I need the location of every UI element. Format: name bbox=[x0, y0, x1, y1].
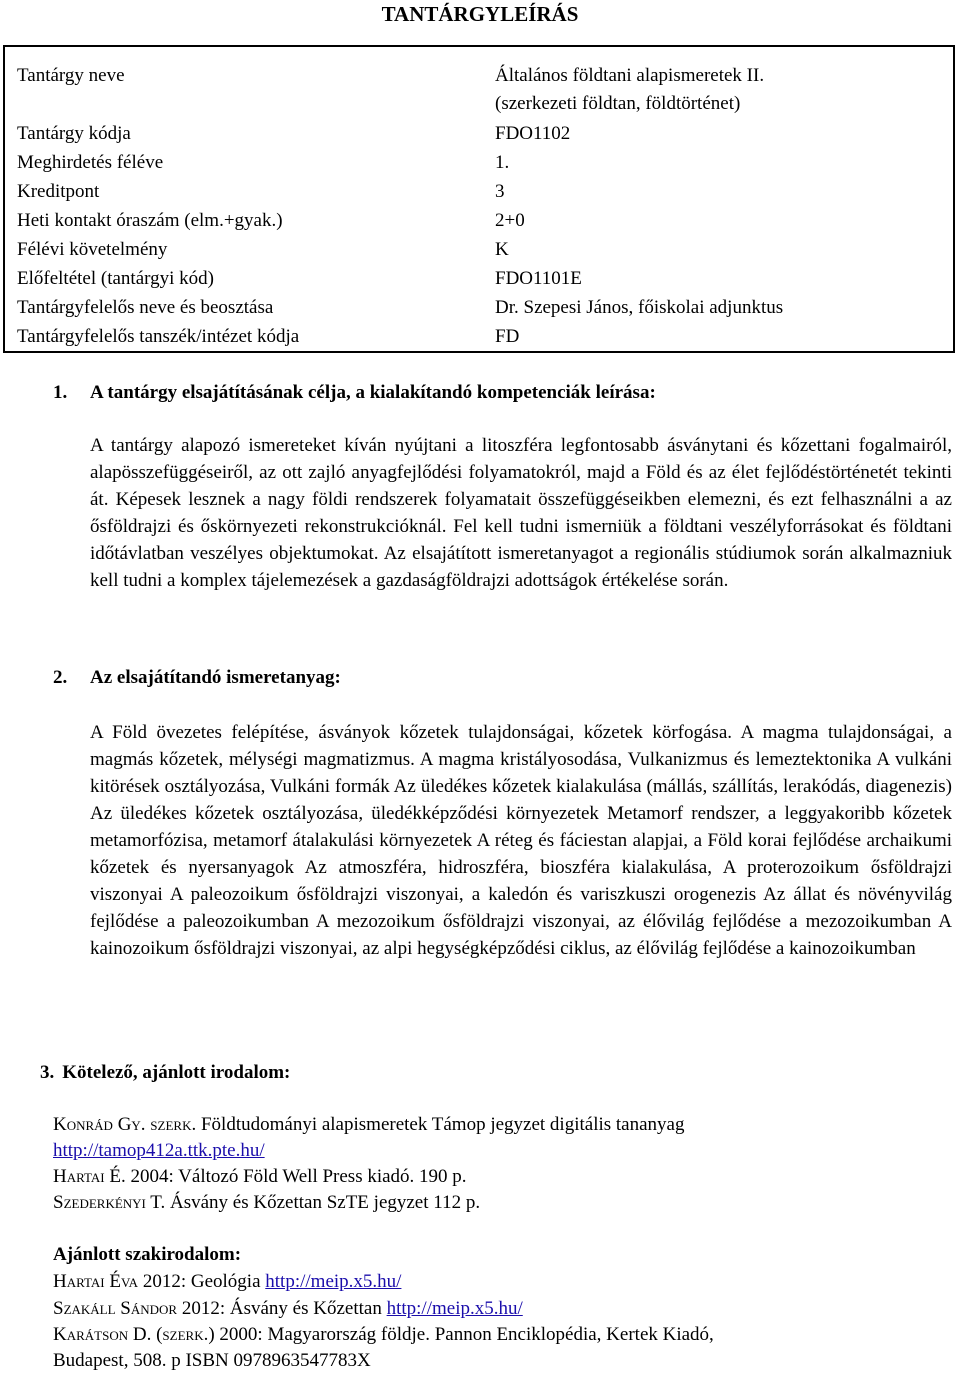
section-title: Az elsajátítandó ismeretanyag: bbox=[90, 667, 341, 688]
info-label: Heti kontakt óraszám (elm.+gyak.) bbox=[17, 210, 283, 231]
info-value: K bbox=[495, 239, 509, 260]
reference-link[interactable]: http://meip.x5.hu/ bbox=[265, 1271, 402, 1292]
section-title: A tantárgy elsajátításának célja, a kialakítandó kompetenciák leírása: bbox=[90, 382, 656, 403]
reference-text: 2004: Változó Föld Well Press kiadó. 190 p. bbox=[125, 1166, 467, 1187]
section-number: 1. bbox=[53, 382, 68, 403]
section-3-heading bbox=[40, 1062, 290, 1084]
section-number: 2. bbox=[53, 667, 68, 688]
info-value: 2+0 bbox=[495, 210, 525, 231]
info-value-continued: (szerkezeti földtan, földtörténet) bbox=[495, 93, 741, 114]
recommended-item bbox=[53, 1296, 523, 1322]
reference-item bbox=[53, 1164, 467, 1190]
info-label: Kreditpont bbox=[17, 181, 100, 202]
recommended-item-continued: Budapest, 508. p ISBN 0978963547783X bbox=[53, 1350, 371, 1371]
recommended-item bbox=[53, 1269, 401, 1295]
reference-text: 2012: Geológia bbox=[138, 1271, 266, 1292]
info-value: 3 bbox=[495, 181, 505, 202]
info-value: FD bbox=[495, 326, 520, 347]
info-label: Tantárgyfelelős neve és beosztása bbox=[17, 297, 274, 318]
info-label: Tantárgy neve bbox=[17, 65, 125, 86]
info-row-weekly-hours bbox=[5, 206, 953, 235]
info-value: Általános földtani alapismeretek II. bbox=[495, 65, 765, 86]
reference-link[interactable]: http://meip.x5.hu/ bbox=[386, 1298, 523, 1319]
reference-text: Földtudományi alapismeretek Támop jegyzet digitális tananyag bbox=[196, 1114, 685, 1135]
info-value: Dr. Szepesi János, főiskolai adjunktus bbox=[495, 297, 784, 318]
recommended-heading: Ajánlott szakirodalom: bbox=[53, 1244, 242, 1265]
info-label: Tantárgyfelelős tanszék/intézet kódja bbox=[17, 326, 300, 347]
reference-link-row bbox=[53, 1138, 265, 1164]
section-2-heading bbox=[53, 667, 341, 689]
info-label: Meghirdetés féléve bbox=[17, 152, 164, 173]
info-value: FDO1102 bbox=[495, 123, 571, 144]
info-label: Félévi követelmény bbox=[17, 239, 168, 260]
info-row-credits bbox=[5, 177, 953, 206]
reference-item bbox=[53, 1190, 480, 1216]
section-2-text: A Föld övezetes felépítése, ásványok kőzetek tulajdonságai, kőzetek körfogása. A magma tulajdonságai, a magmás kőzetek, mélységi magmatizmus. A magma kristályosodása, Vulkanizmus és lemeztektonika A vulkáni kitörések osztályozása, Vulkáni formák Az üledékes kőzetek kialakulása (mállás, szállítás, lerakódás, diagenezis) Az üledékes kőzetek osztályozása, üledékképződési környezetek Metamorf rendszer, a leggyakoribb kőzetek metamorfózisa, metamorf átalakulási környezetek A réteg és fáciestan alapjai, a Föld korai fejlődése archaikumi kőzetek és nyersanyagok Az atmoszféra, hidroszféra, bioszféra kialakulása, A proterozoikum ősföldrajzi viszonyai A paleozoikum ősföldrajzi viszonyai, a kaledón és variszkuszi orogenezis Az állat és növényvilág fejlődése a paleozoikumban A mezozoikum ősföldrajzi viszonyai, az élővilág fejlődése a mezozoikumban A kainozoikum ősföldrajzi viszonyai, az alpi hegységképződési ciklus, az élővilág fejlődése a kainozoikumban bbox=[90, 722, 952, 959]
info-label: Előfeltétel (tantárgyi kód) bbox=[17, 268, 214, 289]
reference-author: Hartai Éva bbox=[53, 1271, 139, 1292]
info-row-semester bbox=[5, 148, 953, 177]
info-value: FDO1101E bbox=[495, 268, 582, 289]
reference-link[interactable]: http://tamop412a.ttk.pte.hu/ bbox=[53, 1140, 265, 1161]
reference-author: Szakáll Sándor bbox=[53, 1298, 178, 1319]
section-title: Kötelező, ajánlott irodalom: bbox=[62, 1062, 291, 1083]
info-row-course-name bbox=[5, 61, 953, 114]
reference-author: Konrád Gy. szerk. bbox=[53, 1114, 197, 1135]
section-number: 3. bbox=[40, 1062, 55, 1083]
section-1-heading bbox=[53, 382, 656, 404]
info-row-requirement bbox=[5, 235, 953, 264]
reference-text: 2012: Ásvány és Kőzettan bbox=[177, 1298, 387, 1319]
reference-item bbox=[53, 1112, 684, 1138]
page-title: TANTÁRGYLEÍRÁS bbox=[381, 2, 579, 26]
recommended-item bbox=[53, 1322, 714, 1348]
info-value: 1. bbox=[495, 152, 510, 173]
info-row-prerequisite bbox=[5, 264, 953, 293]
info-label: Tantárgy kódja bbox=[17, 123, 131, 144]
section-1-text: A tantárgy alapozó ismereteket kíván nyújtani a litoszféra legfontosabb ásványtani és kőzettani fogalmairól, alapösszefüggéseiről, az ott zajló anyagfejlődési folyamatokról, majd a Föld és az élet fejlődéstörténetét tekinti át. Képesek lesznek a nagy földi rendszerek folyamatait összefüggéseikben elemezni, és ezt felhasználni a az ősföldrajzi és őskörnyezeti rekonstrukcióknál. Fel kell tudni ismerniük a földtani veszélyforrásokat és földtani időtávlatban veszélyes objektumokat. Az elsajátított ismeretanyagot a regionális stúdiumok során alkalmazniuk kell tudni a komplex tájelemezések a gazdaságföldrajzi adottságok értékelése során. bbox=[90, 435, 952, 591]
course-info-table bbox=[3, 45, 955, 353]
reference-author: Hartai É. bbox=[53, 1166, 126, 1187]
info-row-department bbox=[5, 322, 953, 351]
reference-text: Ásvány és Kőzettan SzTE jegyzet 112 p. bbox=[165, 1192, 481, 1213]
reference-text: 2000: Magyarország földje. Pannon Enciklopédia, Kertek Kiadó, bbox=[214, 1324, 714, 1345]
reference-author: Karátson D. (szerk.) bbox=[53, 1324, 215, 1345]
reference-author: Szederkényi T. bbox=[53, 1192, 166, 1213]
info-row-responsible bbox=[5, 293, 953, 322]
info-row-course-code bbox=[5, 119, 953, 148]
